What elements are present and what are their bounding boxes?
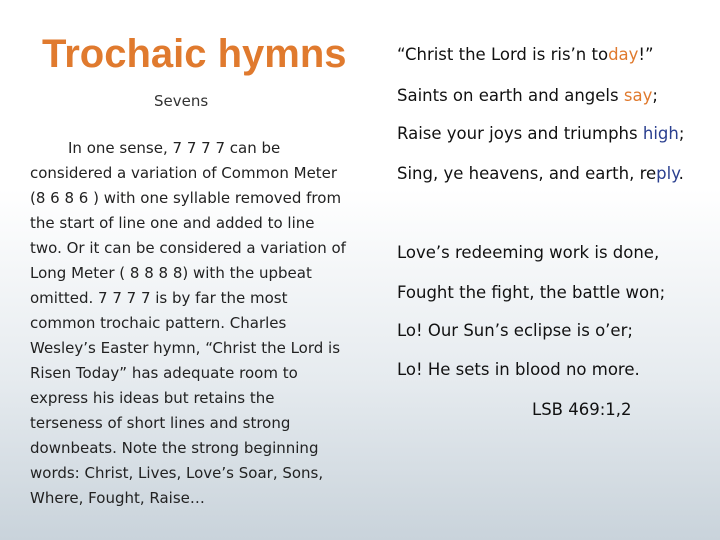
hymn-line-8: Lo! He sets in blood no more. bbox=[397, 360, 640, 379]
hymn-citation: LSB 469:1,2 bbox=[532, 400, 632, 419]
hymn-line-2: Saints on earth and angels say; bbox=[397, 86, 658, 105]
slide-subtitle: Sevens bbox=[154, 92, 209, 110]
hymn-line-3: Raise your joys and triumphs high; bbox=[397, 124, 685, 143]
hymn-line-1: “Christ the Lord is ris’n today!” bbox=[397, 45, 654, 64]
hymn-line-5: Love’s redeeming work is done, bbox=[397, 243, 660, 262]
hymn-line-7: Lo! Our Sun’s eclipse is o’er; bbox=[397, 321, 633, 340]
body-text: In one sense, 7 7 7 7 can be considered a variation of Common Meter (8 6 8 6 ) with one syllable removed from the start of line one and added to line two. Or it can be considered a variation of Long Meter ( 8 8 8 8) with the upbeat omitted. 7 7 7 7 is by far the most common trochaic pattern. Charles Wesley’s Easter hymn, “Christ the Lord is Risen Today” has adequate room to express his ideas but retains the terseness of short lines and strong downbeats. Note the strong beginning words: Christ, Lives, Love’s Soar, Sons, Where, Fought, Raise… bbox=[30, 139, 346, 507]
slide-title: Trochaic hymns bbox=[42, 32, 347, 76]
hymn-line-6: Fought the fight, the battle won; bbox=[397, 283, 666, 302]
hymn-line-4: Sing, ye heavens, and earth, reply. bbox=[397, 164, 684, 183]
body-paragraph bbox=[30, 136, 350, 511]
